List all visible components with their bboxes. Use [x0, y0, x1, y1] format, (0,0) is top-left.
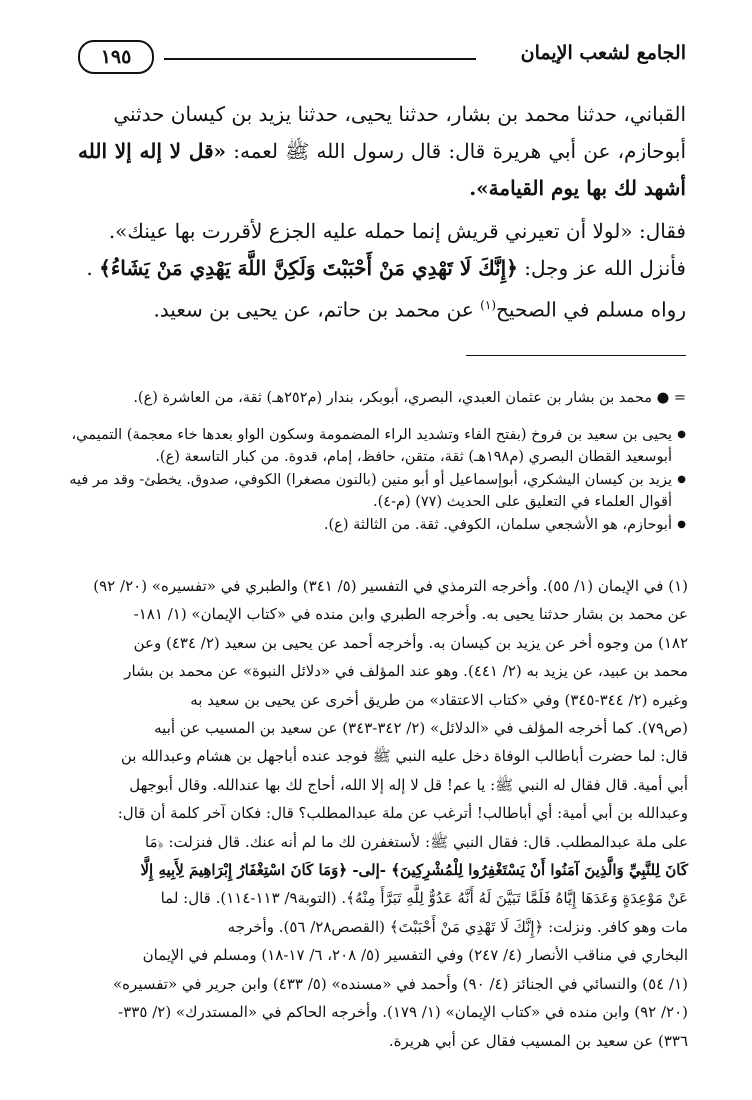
- footnote-separator: [466, 355, 686, 356]
- footnote-1: [56, 572, 688, 1055]
- narrator-note: ● أبوحازم، هو الأشجعي سلمان، الكوفي. ثقة. من الثالثة (ع).: [56, 514, 686, 537]
- footnote-line: ٣٣٦) عن سعيد بن المسيب فقال عن أبي هريرة.: [388, 1031, 688, 1050]
- footnote-ref[interactable]: (١): [480, 298, 496, 312]
- footnote-line: عَنْ مَوْعِدَةٍ وَعَدَهَا إِيَّاهُ فَلَمَّا تَبَيَّنَ لَهُ أَنَّهُ عَدُوٌّ لِلَّهِ تَبَرَّأَ مِنْهُ﴾. (التوبة٩/ ١١٣-١١٤). قال: لما: [160, 889, 688, 908]
- revelation-line: [78, 250, 686, 287]
- chain-text: أبوحازم، عن أبي هريرة قال: قال رسول الله ﷺ لعمه:: [233, 139, 687, 163]
- verse-end: .: [86, 256, 93, 280]
- narrator-note: ● يزيد بن كيسان اليشكري، أبوإسماعيل أو أبو منين (بالنون مصغرا) الكوفي، صدوق. يخطئ- وقد مر فيه أقوال العلماء في التعليق على الحديث (٧٧) (م-٤).: [56, 469, 686, 514]
- footnote-line: كَانَ لِلنَّبِيِّ وَالَّذِينَ آمَنُوا أَنْ يَسْتَغْفِرُوا لِلْمُشْرِكِينَ﴾ -إلى- ﴿وَمَا كَانَ اسْتِغْفَارُ إِبْرَاهِيمَ لِأَبِيهِ إِلَّا: [140, 861, 688, 880]
- chain-line-1: القباني، حدثنا محمد بن بشار، حدثنا يحيى، حدثنا يزيد بن كيسان حدثني: [113, 102, 686, 126]
- narrator-note: = ● محمد بن بشار بن عثمان العبدي، البصري، أبوبكر، بندار (م٢٥٢هـ) ثقة، من العاشرة (ع).: [133, 389, 686, 406]
- narrator-note: ● يحيى بن سعيد بن فروخ (بفتح الفاء وتشديد الراء المضمومة وسكون الواو بعدها خاء معجمة) التميمي، أبوسعيد القطان البصري (م١٩٨هـ) ثقة، متقن، حافظ، إمام، قدوة. من كبار التاسعة (ع).: [56, 424, 686, 469]
- footnote-line: البخاري في مناقب الأنصار (٤/ ٢٤٧) وفي التفسير (٥/ ٢٠٨، ٦/ ١٧-١٨) ومسلم في الإيمان: [142, 946, 688, 965]
- footnote-line: (١) في الإيمان (١/ ٥٥). وأخرجه الترمذي في التفسير (٥/ ٣٤١) والطبري في «تفسيره» (٢٠/ ٩٢): [93, 577, 688, 595]
- footnote-line: محمد بن عبيد، عن يزيد به (٢/ ٤٤١). وهو عند المؤلف في «دلائل النبوة» عن محمد بن بشار: [124, 662, 688, 681]
- page-number: ١٩٥: [78, 40, 154, 74]
- source-rest: عن محمد بن حاتم، عن يحيى بن سعيد.: [153, 297, 481, 322]
- source-text: رواه مسلم في الصحيح: [496, 297, 686, 322]
- narrator-notes: [56, 372, 686, 536]
- header-rule: [164, 58, 476, 60]
- page-header: [78, 38, 686, 78]
- footnote-line: وعبدالله بن أبي أمية: أي أباطالب! أترغب عن ملة عبدالمطلب؟ قال: فكان آخر كلمة أن قال:: [117, 804, 688, 823]
- footnote-line: (٢٠/ ٩٢) وابن منده في «كتاب الإيمان» (١/ ١٧٩). وأخرجه الحاكم في «المستدرك» (٢/ ٣٣٥-: [118, 1003, 688, 1022]
- hadith-text: «قل لا إله إلا الله أشهد لك بها يوم القيامة».: [78, 139, 686, 200]
- main-text: [78, 96, 686, 329]
- source-line: [78, 287, 686, 329]
- chain-line-2: [78, 133, 686, 207]
- footnote-line: مات وهو كافر. ونزلت: ﴿إِنَّكَ لَا تَهْدِي مَنْ أَحْبَبْتَ﴾ (القصص٢٨/ ٥٦). وأخرجه: [227, 917, 688, 936]
- running-title: الجامع لشعب الإيمان: [520, 42, 686, 64]
- footnote-line: على ملة عبدالمطلب. قال: فقال النبي ﷺ: لأستغفرن لك ما لم أنه عنك. قال فنزلت: ﴿مَا: [144, 832, 688, 851]
- footnote-line: (ص٧٩). كما أخرجه المؤلف في «الدلائل» (٢/ ٣٤٢-٣٤٣) عن سعيد بن المسيب عن أبيه: [154, 719, 688, 738]
- footnote-line: (١/ ٥٤) والنسائي في الجنائز (٤/ ٩٠) وأحمد في «مسنده» (٥/ ٤٣٣) وابن جرير في «تفسيره»: [113, 974, 688, 993]
- footnote-line: قال: لما حضرت أباطالب الوفاة دخل عليه النبي ﷺ فوجد عنده أباجهل بن هشام وعبدالله بن: [120, 747, 688, 766]
- footnote-line: عن محمد بن بشار حدثنا يحيى به. وأخرجه الطبري وابن منده في «كتاب الإيمان» (١/ ١٨١-: [133, 605, 688, 624]
- reply-line: فقال: «لولا أن تعيرني قريش إنما حمله عليه الجزع لأقررت بها عينك».: [108, 219, 686, 243]
- footnote-line: أبي أمية. قال فقال له النبي ﷺ: يا عم! قل لا إله إلا الله، أحاج لك بها عندالله. وقال أبوجهل: [129, 775, 688, 794]
- footnote-line: وغيره (٢/ ٣٤٤-٣٤٥) وفي «كتاب الاعتقاد» من طريق أخرى عن يحيى بن سعيد به: [190, 690, 688, 709]
- footnote-line: ١٨٢) من وجوه أخر عن يزيد بن كيسان به. وأخرجه أحمد عن يحيى بن سعيد (٢/ ٤٣٤) وعن: [133, 633, 688, 652]
- revelation-intro: فأنزل الله عز وجل:: [524, 256, 686, 280]
- quran-verse: ﴿إِنَّكَ لَا تَهْدِي مَنْ أَحْبَبْتَ وَلَكِنَّ اللَّهَ يَهْدِي مَنْ يَشَاءُ﴾: [99, 256, 518, 280]
